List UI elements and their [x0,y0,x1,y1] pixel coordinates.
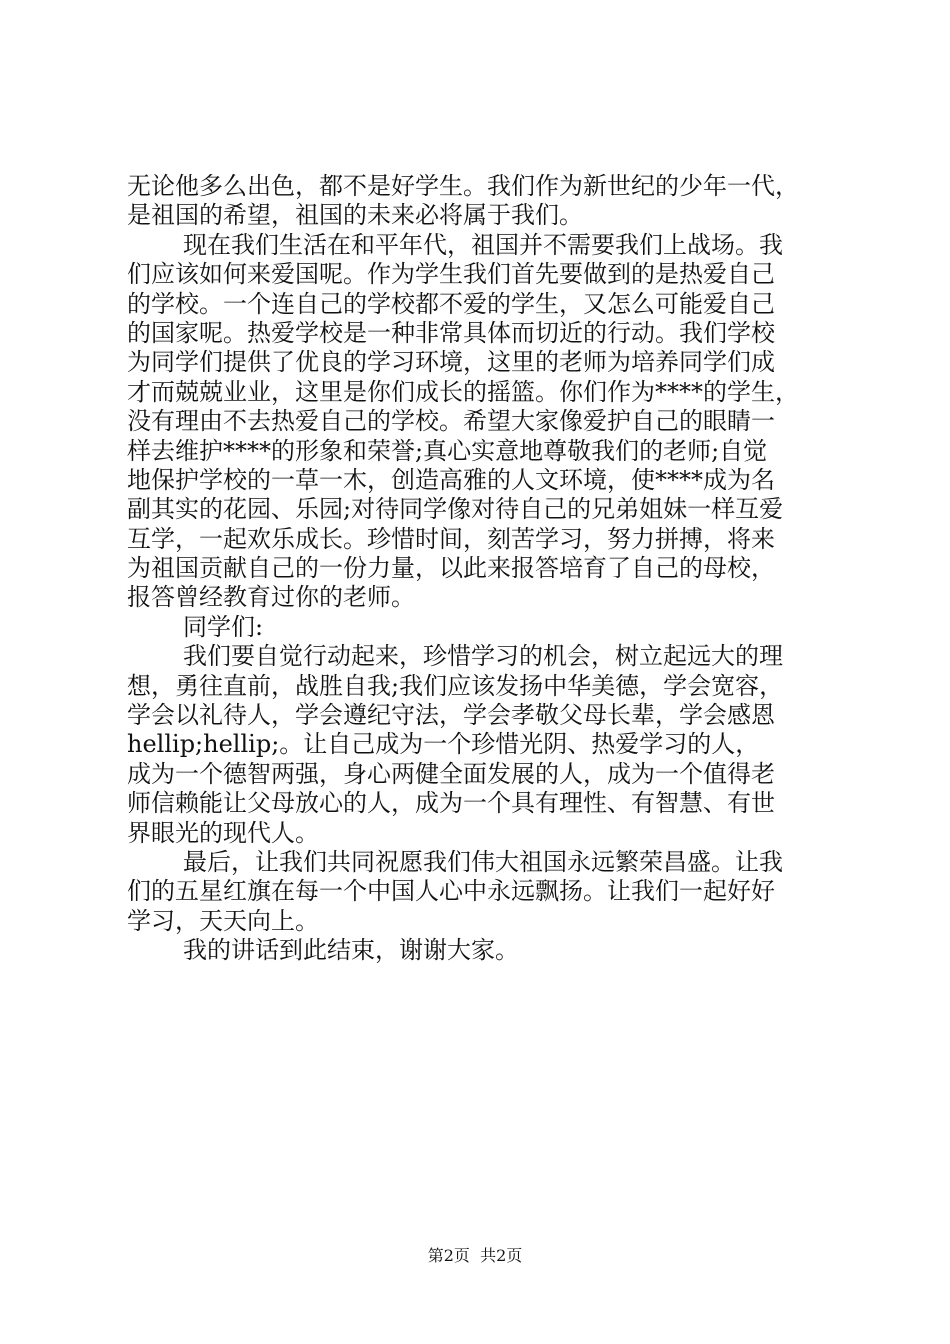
text-line: 副其实的花园、乐园;对待同学像对待自己的兄弟姐妹一样互爱 [127,495,784,524]
text-line: 互学，一起欢乐成长。珍惜时间，刻苦学习，努力拼搏，将来 [127,524,775,553]
text-line: 学习，天天向上。 [127,906,319,935]
text-line: 无论他多么出色，都不是好学生。我们作为新世纪的少年一代， [127,172,799,200]
text-line: hellip;hellip;。让自己成为一个珍惜光阴、热爱学习的人， [127,730,760,759]
text-line: 为祖国贡献自己的一份力量，以此来报答培育了自己的母校， [127,554,775,583]
paragraph-first-line: 现在我们生活在和平年代，祖国并不需要我们上战场。我 [183,230,783,259]
text-line: 师信赖能让父母放心的人，成为一个具有理性、有智慧、有世 [127,789,775,818]
document-body [127,172,827,966]
paragraph-first-line: 同学们: [183,612,264,641]
text-line: 报答曾经教育过你的老师。 [127,583,415,612]
paragraph-first-line: 最后，让我们共同祝愿我们伟大祖国永远繁荣昌盛。让我 [183,847,783,876]
text-line: 学会以礼待人，学会遵纪守法，学会孝敬父母长辈，学会感恩 [127,701,775,730]
text-line: 界眼光的现代人。 [127,818,319,847]
text-line: 的学校。一个连自己的学校都不爱的学生，又怎么可能爱自己 [127,289,775,318]
text-line: 们应该如何来爱国呢。作为学生我们首先要做到的是热爱自己 [127,260,775,289]
text-line: 地保护学校的一草一木，创造高雅的人文环境，使****成为名 [127,465,775,494]
text-line: 没有理由不去热爱自己的学校。希望大家像爱护自己的眼睛一 [127,407,775,436]
page-footer: 第2页 共2页 [427,1246,523,1265]
text-line: 样去维护****的形象和荣誉;真心实意地尊敬我们的老师;自觉 [127,436,768,465]
text-line: 是祖国的希望，祖国的未来必将属于我们。 [127,201,583,230]
text-line: 为同学们提供了优良的学习环境，这里的老师为培养同学们成 [127,348,775,377]
text-line: 成为一个德智两强，身心两健全面发展的人，成为一个值得老 [127,759,775,788]
text-line: 想，勇往直前，战胜自我;我们应该发扬中华美德，学会宽容， [127,671,784,700]
text-line: 才而兢兢业业，这里是你们成长的摇篮。你们作为****的学生， [127,377,799,406]
text-line: 们的五星红旗在每一个中国人心中永远飘扬。让我们一起好好 [127,877,775,906]
text-line: 的国家呢。热爱学校是一种非常具体而切近的行动。我们学校 [127,318,775,347]
paragraph-first-line: 我的讲话到此结束，谢谢大家。 [183,936,519,965]
paragraph-first-line: 我们要自觉行动起来，珍惜学习的机会，树立起远大的理 [183,642,783,671]
